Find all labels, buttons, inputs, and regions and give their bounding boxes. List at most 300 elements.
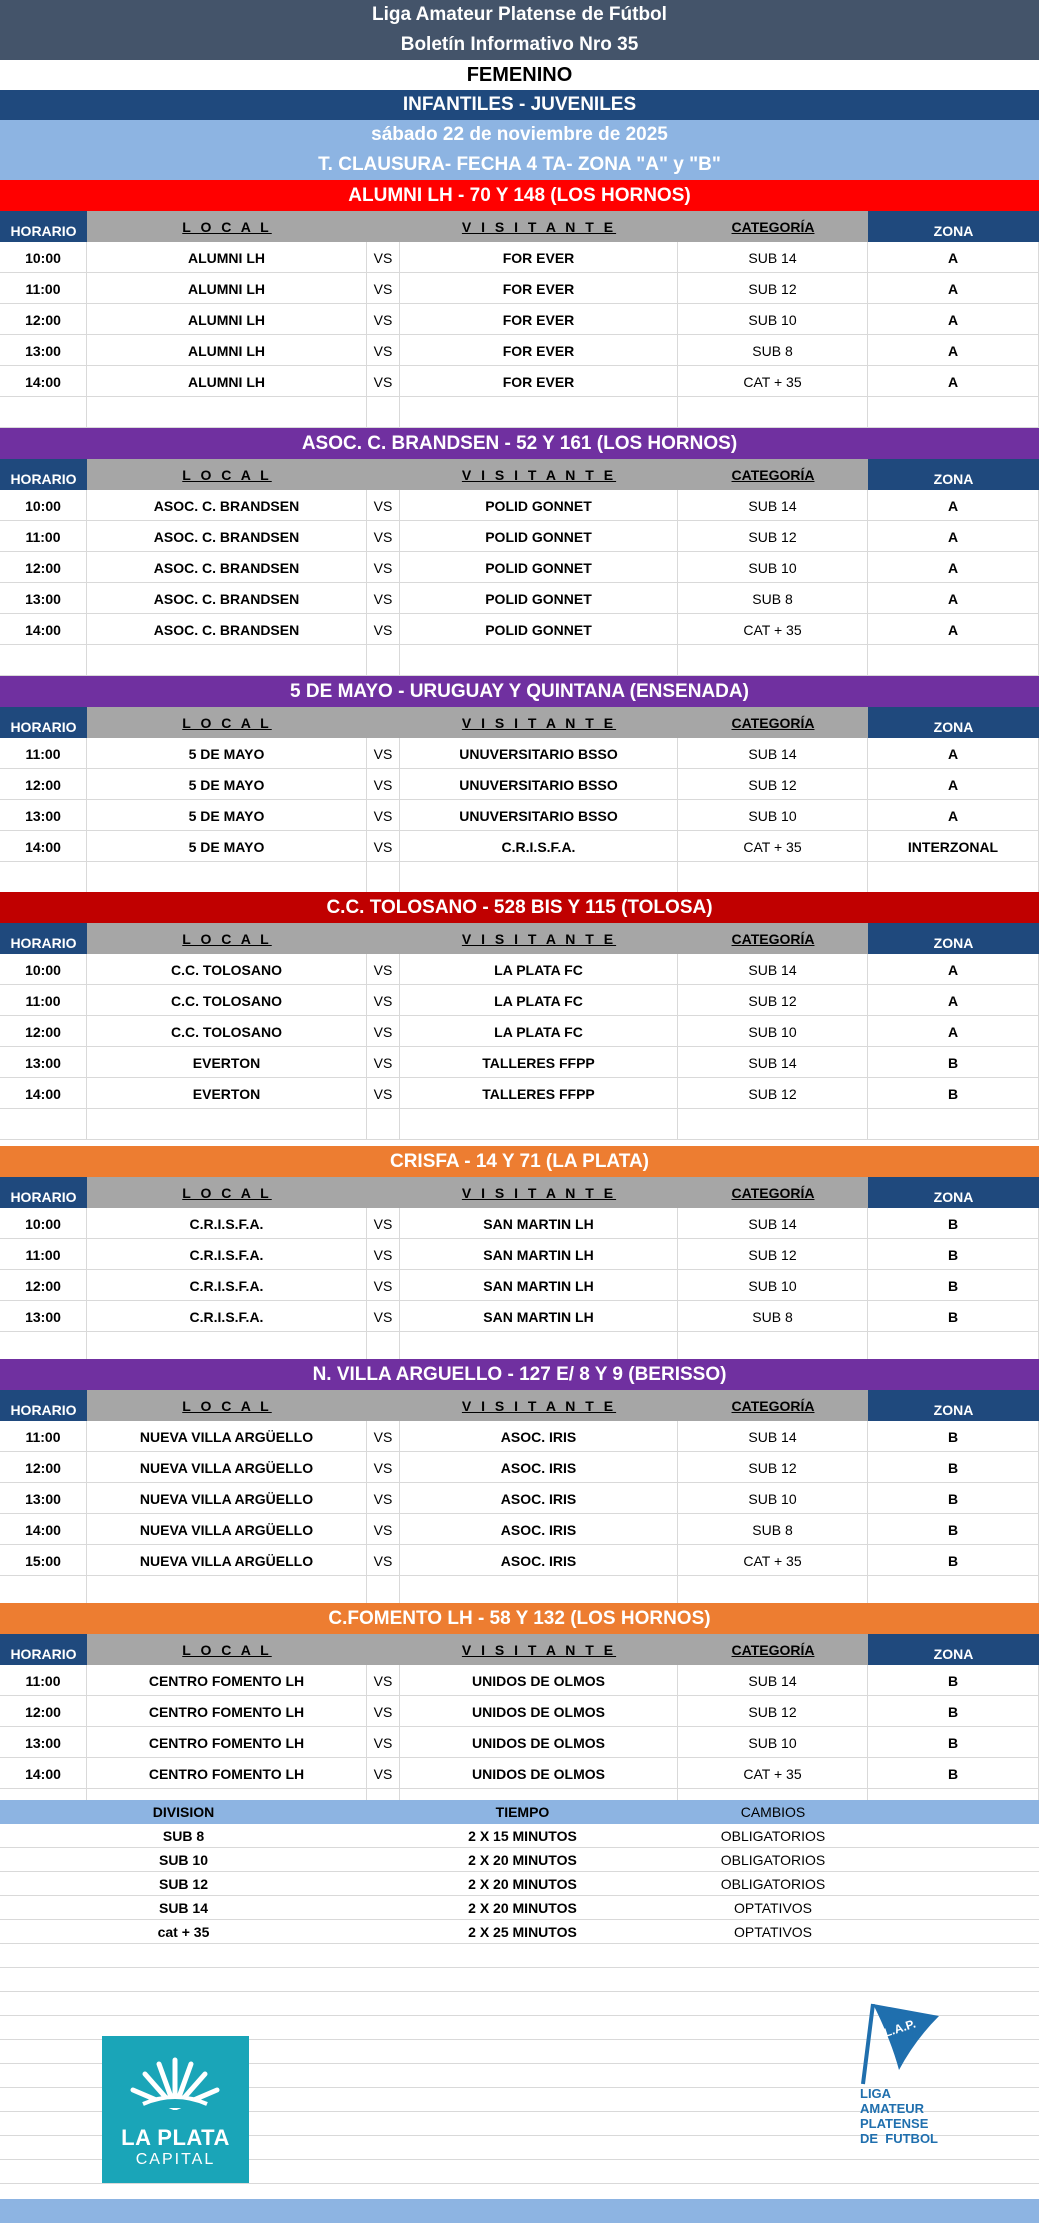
blank-row (0, 1109, 1039, 1140)
match-category: SUB 14 (678, 1421, 868, 1452)
blank-cell (678, 862, 868, 893)
venue-title: ALUMNI LH - 70 Y 148 (LOS HORNOS) (0, 180, 1039, 211)
blank-row (0, 397, 1039, 428)
match-category: SUB 12 (678, 1452, 868, 1483)
match-local-team: C.C. TOLOSANO (87, 1016, 367, 1047)
match-local-team: C.R.I.S.F.A. (87, 1301, 367, 1332)
blank-cell (0, 862, 87, 893)
match-time: 13:00 (0, 1301, 87, 1332)
match-visitor-team: SAN MARTIN LH (400, 1239, 678, 1270)
blank-cell (367, 862, 400, 893)
match-row (0, 1078, 1039, 1109)
match-zone: A (868, 954, 1039, 985)
match-row (0, 335, 1039, 366)
blank-cell (367, 1109, 400, 1140)
empty-grid-row (0, 1968, 1039, 1992)
match-zone: A (868, 490, 1039, 521)
match-vs: VS (367, 954, 400, 985)
summary-cambios: OBLIGATORIOS (720, 1828, 826, 1844)
header-local: L O C A L (182, 1397, 272, 1414)
header-visitante: V I S I T A N T E (461, 1397, 617, 1414)
match-category: SUB 10 (678, 1483, 868, 1514)
la-plata-logo-line2: CAPITAL (135, 2151, 216, 2168)
table-header (0, 211, 1039, 242)
header-visitante: V I S I T A N T E (461, 218, 617, 235)
match-local-team: C.C. TOLOSANO (87, 954, 367, 985)
match-zone: B (868, 1301, 1039, 1332)
match-category: CAT + 35 (678, 1758, 868, 1789)
table-header (0, 923, 1039, 954)
venue-title: N. VILLA ARGUELLO - 127 E/ 8 Y 9 (BERISSO) (0, 1359, 1039, 1390)
blank-cell (87, 1109, 367, 1140)
summary-empty (868, 1848, 1039, 1872)
match-vs: VS (367, 1301, 400, 1332)
header-middle (87, 1177, 868, 1208)
match-visitor-team: TALLERES FFPP (400, 1047, 678, 1078)
match-zone: B (868, 1758, 1039, 1789)
match-row (0, 738, 1039, 769)
match-row (0, 242, 1039, 273)
match-zone: B (868, 1665, 1039, 1696)
match-zone: B (868, 1727, 1039, 1758)
match-time: 14:00 (0, 366, 87, 397)
match-vs: VS (367, 985, 400, 1016)
match-visitor-team: SAN MARTIN LH (400, 1270, 678, 1301)
match-visitor-team: LA PLATA FC (400, 1016, 678, 1047)
match-visitor-team: UNUVERSITARIO BSSO (400, 769, 678, 800)
blank-cell (868, 645, 1039, 676)
match-category: SUB 10 (678, 304, 868, 335)
summary-tiempo: 2 X 15 MINUTOS (468, 1828, 577, 1844)
table-header (0, 1177, 1039, 1208)
footer-bar (0, 2199, 1039, 2223)
match-visitor-team: UNIDOS DE OLMOS (400, 1665, 678, 1696)
summary-cambios: OBLIGATORIOS (720, 1852, 826, 1868)
match-visitor-team: UNIDOS DE OLMOS (400, 1696, 678, 1727)
venue-title: CRISFA - 14 Y 71 (LA PLATA) (0, 1146, 1039, 1177)
blank-cell (400, 397, 678, 428)
match-zone: A (868, 304, 1039, 335)
blank-cell (0, 645, 87, 676)
match-time: 13:00 (0, 800, 87, 831)
match-visitor-team: POLID GONNET (400, 552, 678, 583)
header-local: L O C A L (182, 466, 272, 483)
match-vs: VS (367, 552, 400, 583)
match-time: 13:00 (0, 335, 87, 366)
match-row (0, 490, 1039, 521)
match-category: CAT + 35 (678, 831, 868, 862)
match-time: 12:00 (0, 1452, 87, 1483)
match-visitor-team: FOR EVER (400, 304, 678, 335)
lap-line-1: LIGA (860, 2086, 892, 2101)
match-zone: A (868, 366, 1039, 397)
match-vs: VS (367, 1514, 400, 1545)
match-zone: B (868, 1545, 1039, 1576)
summary-empty (868, 1896, 1039, 1920)
match-visitor-team: POLID GONNET (400, 490, 678, 521)
header-zona: ZONA (868, 707, 1039, 738)
header-local: L O C A L (182, 714, 272, 731)
match-category: SUB 14 (678, 490, 868, 521)
match-local-team: C.C. TOLOSANO (87, 985, 367, 1016)
blank-cell (367, 397, 400, 428)
match-time: 10:00 (0, 954, 87, 985)
match-category: SUB 12 (678, 769, 868, 800)
match-vs: VS (367, 304, 400, 335)
blank-cell (678, 1109, 868, 1140)
match-row (0, 800, 1039, 831)
match-time: 12:00 (0, 1016, 87, 1047)
match-vs: VS (367, 242, 400, 273)
match-zone: A (868, 614, 1039, 645)
match-local-team: ALUMNI LH (87, 335, 367, 366)
tournament-title: T. CLAUSURA- FECHA 4 TA- ZONA "A" y "B" (0, 150, 1039, 180)
summary-tiempo: 2 X 20 MINUTOS (468, 1852, 577, 1868)
header-categoria: CATEGORÍA (731, 1641, 815, 1658)
match-local-team: ASOC. C. BRANDSEN (87, 490, 367, 521)
match-vs: VS (367, 738, 400, 769)
match-local-team: NUEVA VILLA ARGÜELLO (87, 1421, 367, 1452)
match-vs: VS (367, 1078, 400, 1109)
match-row (0, 954, 1039, 985)
header-horario: HORARIO (0, 707, 87, 738)
match-visitor-team: UNUVERSITARIO BSSO (400, 800, 678, 831)
header-horario: HORARIO (0, 459, 87, 490)
match-zone: A (868, 552, 1039, 583)
match-row (0, 1545, 1039, 1576)
match-vs: VS (367, 1270, 400, 1301)
match-time: 14:00 (0, 614, 87, 645)
match-row (0, 366, 1039, 397)
gender-category: FEMENINO (0, 60, 1039, 90)
match-vs: VS (367, 366, 400, 397)
match-category: SUB 8 (678, 335, 868, 366)
header-categoria: CATEGORÍA (731, 218, 815, 235)
match-local-team: 5 DE MAYO (87, 769, 367, 800)
match-row (0, 552, 1039, 583)
match-vs: VS (367, 583, 400, 614)
header-categoria: CATEGORÍA (731, 930, 815, 947)
match-zone: B (868, 1270, 1039, 1301)
header-categoria: CATEGORÍA (731, 466, 815, 483)
header-middle (87, 923, 868, 954)
match-local-team: ASOC. C. BRANDSEN (87, 552, 367, 583)
match-time: 11:00 (0, 1239, 87, 1270)
match-time: 11:00 (0, 738, 87, 769)
blank-cell (87, 397, 367, 428)
match-local-team: EVERTON (87, 1047, 367, 1078)
match-time: 10:00 (0, 490, 87, 521)
header-vs-empty (367, 463, 400, 486)
header-horario: HORARIO (0, 1177, 87, 1208)
summary-tiempo: 2 X 20 MINUTOS (468, 1900, 577, 1916)
summary-header-cambios: CAMBIOS (740, 1804, 806, 1820)
match-vs: VS (367, 273, 400, 304)
header-horario: HORARIO (0, 211, 87, 242)
summary-division: cat + 35 (157, 1924, 210, 1940)
match-category: SUB 12 (678, 273, 868, 304)
header-zona: ZONA (868, 1390, 1039, 1421)
match-category: CAT + 35 (678, 614, 868, 645)
match-row (0, 273, 1039, 304)
summary-row (0, 1872, 1039, 1896)
match-category: SUB 12 (678, 1696, 868, 1727)
blank-row (0, 645, 1039, 676)
header-visitante: V I S I T A N T E (461, 714, 617, 731)
match-vs: VS (367, 1483, 400, 1514)
header-visitante: V I S I T A N T E (461, 1184, 617, 1201)
match-local-team: ALUMNI LH (87, 304, 367, 335)
match-vs: VS (367, 769, 400, 800)
match-row (0, 1239, 1039, 1270)
header-middle (87, 211, 868, 242)
header-visitante: V I S I T A N T E (461, 1641, 617, 1658)
match-zone: B (868, 1696, 1039, 1727)
match-zone: B (868, 1483, 1039, 1514)
summary-cambios: OBLIGATORIOS (720, 1876, 826, 1892)
summary-division: SUB 10 (158, 1852, 209, 1868)
match-time: 12:00 (0, 304, 87, 335)
blank-cell (87, 645, 367, 676)
summary-row (0, 1896, 1039, 1920)
header-vs-empty (367, 215, 400, 238)
lap-line-2: AMATEUR (860, 2101, 925, 2116)
match-local-team: NUEVA VILLA ARGÜELLO (87, 1452, 367, 1483)
header-horario: HORARIO (0, 1634, 87, 1665)
match-local-team: CENTRO FOMENTO LH (87, 1665, 367, 1696)
table-header (0, 459, 1039, 490)
match-time: 13:00 (0, 583, 87, 614)
match-visitor-team: ASOC. IRIS (400, 1421, 678, 1452)
lap-logo-text (860, 2086, 938, 2146)
match-row (0, 521, 1039, 552)
blank-cell (868, 862, 1039, 893)
match-local-team: CENTRO FOMENTO LH (87, 1696, 367, 1727)
summary-tiempo: 2 X 20 MINUTOS (468, 1876, 577, 1892)
match-row (0, 985, 1039, 1016)
match-category: SUB 10 (678, 1270, 868, 1301)
match-time: 14:00 (0, 1078, 87, 1109)
header-zona: ZONA (868, 923, 1039, 954)
match-row (0, 614, 1039, 645)
match-zone: B (868, 1208, 1039, 1239)
match-vs: VS (367, 1696, 400, 1727)
match-vs: VS (367, 335, 400, 366)
header-local: L O C A L (182, 218, 272, 235)
match-local-team: ALUMNI LH (87, 366, 367, 397)
pennant-flag-icon (855, 2000, 945, 2086)
match-local-team: CENTRO FOMENTO LH (87, 1758, 367, 1789)
match-zone: A (868, 273, 1039, 304)
match-time: 14:00 (0, 831, 87, 862)
venue-title: C.FOMENTO LH - 58 Y 132 (LOS HORNOS) (0, 1603, 1039, 1634)
header-categoria: CATEGORÍA (731, 714, 815, 731)
summary-division: SUB 12 (158, 1876, 209, 1892)
header-visitante: V I S I T A N T E (461, 466, 617, 483)
match-visitor-team: POLID GONNET (400, 583, 678, 614)
match-category: SUB 12 (678, 1078, 868, 1109)
match-zone: INTERZONAL (868, 831, 1039, 862)
match-visitor-team: C.R.I.S.F.A. (400, 831, 678, 862)
match-visitor-team: FOR EVER (400, 366, 678, 397)
match-time: 10:00 (0, 242, 87, 273)
match-visitor-team: POLID GONNET (400, 521, 678, 552)
match-visitor-team: SAN MARTIN LH (400, 1301, 678, 1332)
match-row (0, 1270, 1039, 1301)
table-header (0, 1634, 1039, 1665)
match-zone: B (868, 1047, 1039, 1078)
match-local-team: ALUMNI LH (87, 242, 367, 273)
match-time: 11:00 (0, 521, 87, 552)
summary-row (0, 1848, 1039, 1872)
header-categoria: CATEGORÍA (731, 1184, 815, 1201)
match-local-team: CENTRO FOMENTO LH (87, 1727, 367, 1758)
match-visitor-team: ASOC. IRIS (400, 1545, 678, 1576)
match-category: CAT + 35 (678, 366, 868, 397)
match-visitor-team: LA PLATA FC (400, 954, 678, 985)
match-visitor-team: UNUVERSITARIO BSSO (400, 738, 678, 769)
header-vs-empty (367, 927, 400, 950)
match-category: SUB 14 (678, 738, 868, 769)
header-vs-empty (367, 711, 400, 734)
match-row (0, 1421, 1039, 1452)
match-visitor-team: UNIDOS DE OLMOS (400, 1727, 678, 1758)
match-zone: A (868, 738, 1039, 769)
match-visitor-team: LA PLATA FC (400, 985, 678, 1016)
header-middle (87, 459, 868, 490)
lap-line-4: DE FUTBOL (860, 2131, 938, 2146)
match-zone: A (868, 769, 1039, 800)
match-vs: VS (367, 831, 400, 862)
match-row (0, 1047, 1039, 1078)
division-group: INFANTILES - JUVENILES (0, 90, 1039, 120)
match-local-team: 5 DE MAYO (87, 831, 367, 862)
match-visitor-team: FOR EVER (400, 242, 678, 273)
match-vs: VS (367, 1665, 400, 1696)
match-category: SUB 10 (678, 800, 868, 831)
match-time: 11:00 (0, 985, 87, 1016)
match-local-team: EVERTON (87, 1078, 367, 1109)
venue-title: ASOC. C. BRANDSEN - 52 Y 161 (LOS HORNOS) (0, 428, 1039, 459)
match-zone: A (868, 583, 1039, 614)
match-category: CAT + 35 (678, 1545, 868, 1576)
match-row (0, 1514, 1039, 1545)
header-middle (87, 1634, 868, 1665)
summary-header-tiempo: TIEMPO (495, 1804, 550, 1820)
header-horario: HORARIO (0, 1390, 87, 1421)
header-local: L O C A L (182, 1184, 272, 1201)
match-time: 14:00 (0, 1758, 87, 1789)
match-time: 13:00 (0, 1483, 87, 1514)
header-zona: ZONA (868, 459, 1039, 490)
summary-cambios: OPTATIVOS (733, 1900, 813, 1916)
match-time: 13:00 (0, 1047, 87, 1078)
match-row (0, 304, 1039, 335)
blank-cell (367, 645, 400, 676)
match-vs: VS (367, 1016, 400, 1047)
match-local-team: C.R.I.S.F.A. (87, 1208, 367, 1239)
lap-line-3: PLATENSE (860, 2116, 929, 2131)
match-zone: A (868, 521, 1039, 552)
match-time: 13:00 (0, 1727, 87, 1758)
match-vs: VS (367, 614, 400, 645)
summary-division: SUB 14 (158, 1900, 209, 1916)
summary-tiempo: 2 X 25 MINUTOS (468, 1924, 577, 1940)
match-zone: B (868, 1514, 1039, 1545)
match-row (0, 1665, 1039, 1696)
blank-cell (0, 1109, 87, 1140)
league-title: Liga Amateur Platense de Fútbol (0, 0, 1039, 30)
match-category: SUB 14 (678, 1665, 868, 1696)
match-vs: VS (367, 1047, 400, 1078)
lap-league-logo (855, 2000, 975, 2160)
match-time: 10:00 (0, 1208, 87, 1239)
match-vs: VS (367, 800, 400, 831)
blank-cell (400, 862, 678, 893)
sun-rays-icon (125, 2054, 225, 2110)
match-category: SUB 14 (678, 1208, 868, 1239)
match-vs: VS (367, 1727, 400, 1758)
match-zone: B (868, 1421, 1039, 1452)
match-vs: VS (367, 1421, 400, 1452)
match-local-team: NUEVA VILLA ARGÜELLO (87, 1514, 367, 1545)
header-vs-empty (367, 1181, 400, 1204)
match-visitor-team: TALLERES FFPP (400, 1078, 678, 1109)
header-categoria: CATEGORÍA (731, 1397, 815, 1414)
match-vs: VS (367, 521, 400, 552)
match-vs: VS (367, 1239, 400, 1270)
summary-empty (868, 1824, 1039, 1848)
match-zone: B (868, 1452, 1039, 1483)
la-plata-capital-logo (102, 2036, 249, 2183)
table-header (0, 707, 1039, 738)
match-vs: VS (367, 1452, 400, 1483)
blank-cell (87, 862, 367, 893)
bulletin-number: Boletín Informativo Nro 35 (0, 30, 1039, 60)
match-time: 14:00 (0, 1514, 87, 1545)
match-row (0, 1483, 1039, 1514)
header-vs-empty (367, 1394, 400, 1417)
match-row (0, 1452, 1039, 1483)
header-middle (87, 1390, 868, 1421)
match-time: 12:00 (0, 1696, 87, 1727)
match-time: 12:00 (0, 1270, 87, 1301)
header-zona: ZONA (868, 1634, 1039, 1665)
match-vs: VS (367, 1758, 400, 1789)
match-row (0, 769, 1039, 800)
match-time: 12:00 (0, 552, 87, 583)
summary-cambios: OPTATIVOS (733, 1924, 813, 1940)
match-category: SUB 14 (678, 954, 868, 985)
summary-header-division: DIVISION (152, 1804, 215, 1820)
match-category: SUB 10 (678, 552, 868, 583)
match-zone: B (868, 1239, 1039, 1270)
match-zone: A (868, 985, 1039, 1016)
match-local-team: C.R.I.S.F.A. (87, 1270, 367, 1301)
match-local-team: NUEVA VILLA ARGÜELLO (87, 1545, 367, 1576)
match-local-team: ASOC. C. BRANDSEN (87, 583, 367, 614)
match-zone: B (868, 1078, 1039, 1109)
lap-flag-text: L.A.P. (882, 2016, 918, 2040)
summary-header (0, 1800, 1039, 1824)
match-category: SUB 12 (678, 1239, 868, 1270)
blank-cell (400, 645, 678, 676)
blank-cell (0, 397, 87, 428)
match-row (0, 583, 1039, 614)
blank-cell (868, 397, 1039, 428)
match-vs: VS (367, 1545, 400, 1576)
match-local-team: C.R.I.S.F.A. (87, 1239, 367, 1270)
